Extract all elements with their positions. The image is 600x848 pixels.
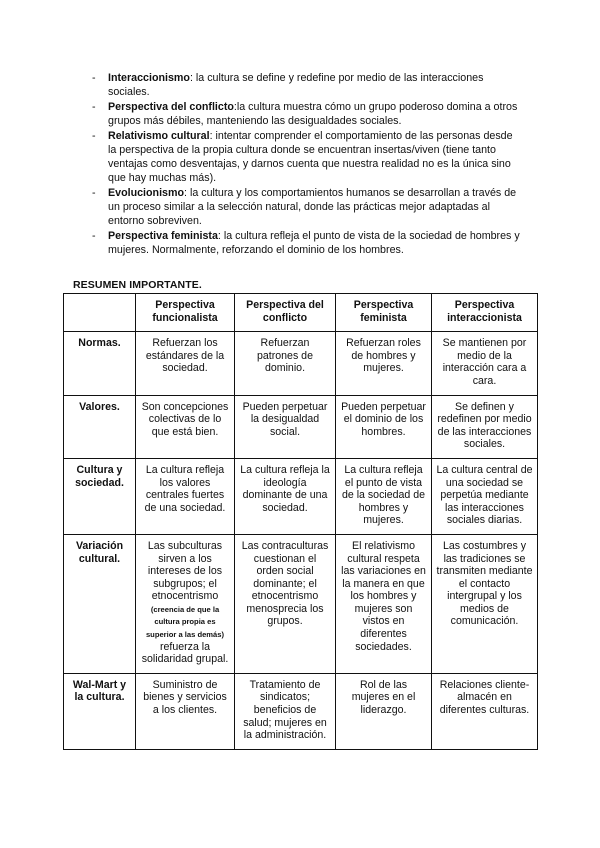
table-cell: Las contraculturas cuestionan el orden social dominante; el etnocentrismo menosprecia los grupos. — [235, 534, 336, 673]
corner-cell — [64, 294, 136, 332]
table-cell: Rol de las mujeres en el liderazgo. — [336, 673, 432, 749]
row-header: Valores. — [64, 395, 136, 458]
table-cell: Relaciones cliente-almacén en diferentes culturas. — [432, 673, 538, 749]
bullet-dash: - — [92, 130, 96, 142]
list-item — [92, 229, 522, 257]
table-row — [64, 534, 538, 673]
term-definition: : la cultura se define y redefine por medio de las interacciones sociales. — [108, 72, 484, 98]
row-header: Variación cultural. — [64, 534, 136, 673]
table-cell: La cultura refleja la ideología dominante de una sociedad. — [235, 458, 336, 534]
table-cell: Pueden perpetuar el dominio de los hombres. — [336, 395, 432, 458]
table-row — [64, 673, 538, 749]
list-item — [92, 100, 522, 128]
list-item — [92, 129, 522, 185]
table-header-row — [64, 294, 538, 332]
summary-heading: RESUMEN IMPORTANTE. — [73, 279, 202, 291]
column-header: Perspectiva feminista — [336, 294, 432, 332]
row-header: Wal-Mart y la cultura. — [64, 673, 136, 749]
table-cell: La cultura refleja el punto de vista de la sociedad de hombres y mujeres. — [336, 458, 432, 534]
table-cell: Pueden perpetuar la desigualdad social. — [235, 395, 336, 458]
table-cell: Son concepciones colectivas de lo que está bien. — [136, 395, 235, 458]
summary-table — [63, 293, 538, 750]
term-definition: : la cultura refleja el punto de vista de la sociedad de hombres y mujeres. Normalmente, reforzando el dominio de los hombres. — [108, 230, 520, 256]
table-row — [64, 332, 538, 395]
column-header: Perspectiva funcionalista — [136, 294, 235, 332]
term-definition: : la cultura y los comportamientos humanos se desarrollan a través de un proceso similar a la selección natural, donde las prácticas mejor adaptadas al entorno sobreviven. — [108, 187, 517, 227]
table-cell: Suministro de bienes y servicios a los clientes. — [136, 673, 235, 749]
table-cell: Las costumbres y las tradiciones se transmiten mediante el contacto intergrupal y los medios de comunicación. — [432, 534, 538, 673]
table-row — [64, 458, 538, 534]
row-header: Cultura y sociedad. — [64, 458, 136, 534]
table-row — [64, 395, 538, 458]
definitions-list — [92, 71, 522, 258]
term-definition: :la cultura muestra cómo un grupo poderoso domina a otros grupos más débiles, manteniendo las desigualdades sociales. — [108, 101, 518, 127]
table-cell: Refuerzan los estándares de la sociedad. — [136, 332, 235, 395]
bullet-dash: - — [92, 187, 96, 199]
table-cell — [136, 534, 235, 673]
table-cell: Refuerzan patrones de dominio. — [235, 332, 336, 395]
term-label: Perspectiva feminista — [108, 230, 218, 242]
row-header: Normas. — [64, 332, 136, 395]
table-cell: Refuerzan roles de hombres y mujeres. — [336, 332, 432, 395]
table-cell: La cultura central de una sociedad se perpetúa mediante las interacciones sociales diarias. — [432, 458, 538, 534]
table-cell: Tratamiento de sindicatos; beneficios de salud; mujeres en la administración. — [235, 673, 336, 749]
term-label: Interaccionismo — [108, 72, 190, 84]
cell-note: (creencia de que la cultura propia es superior a las demás) — [145, 604, 225, 640]
table-cell: El relativismo cultural respeta las variaciones en la manera en que los hombres y mujeres son vistos en diferentes sociedades. — [336, 534, 432, 673]
cell-text: refuerza la solidaridad grupal. — [141, 640, 229, 666]
bullet-dash: - — [92, 230, 96, 242]
list-item — [92, 186, 522, 228]
term-label: Perspectiva del conflicto — [108, 101, 234, 113]
column-header: Perspectiva interaccionista — [432, 294, 538, 332]
term-definition: : intentar comprender el comportamiento de las personas desde la perspectiva de la propia cultura donde se encuentran insertas/viven (tiene tanto ventajas como desventajas, y darnos cuenta que nuestra realidad no es la única sino que hay muchas más). — [108, 130, 513, 184]
table-cell: Se mantienen por medio de la interacción cara a cara. — [432, 332, 538, 395]
bullet-dash: - — [92, 101, 96, 113]
cell-text: Las subculturas sirven a los intereses de los subgrupos; el etnocentrismo — [147, 539, 223, 603]
list-item — [92, 71, 522, 99]
column-header: Perspectiva del conflicto — [235, 294, 336, 332]
table-cell: Se definen y redefinen por medio de las interacciones sociales. — [432, 395, 538, 458]
term-label: Evolucionismo — [108, 187, 185, 199]
term-label: Relativismo cultural — [108, 130, 210, 142]
table-cell: La cultura refleja los valores centrales fuertes de una sociedad. — [136, 458, 235, 534]
bullet-dash: - — [92, 72, 96, 84]
